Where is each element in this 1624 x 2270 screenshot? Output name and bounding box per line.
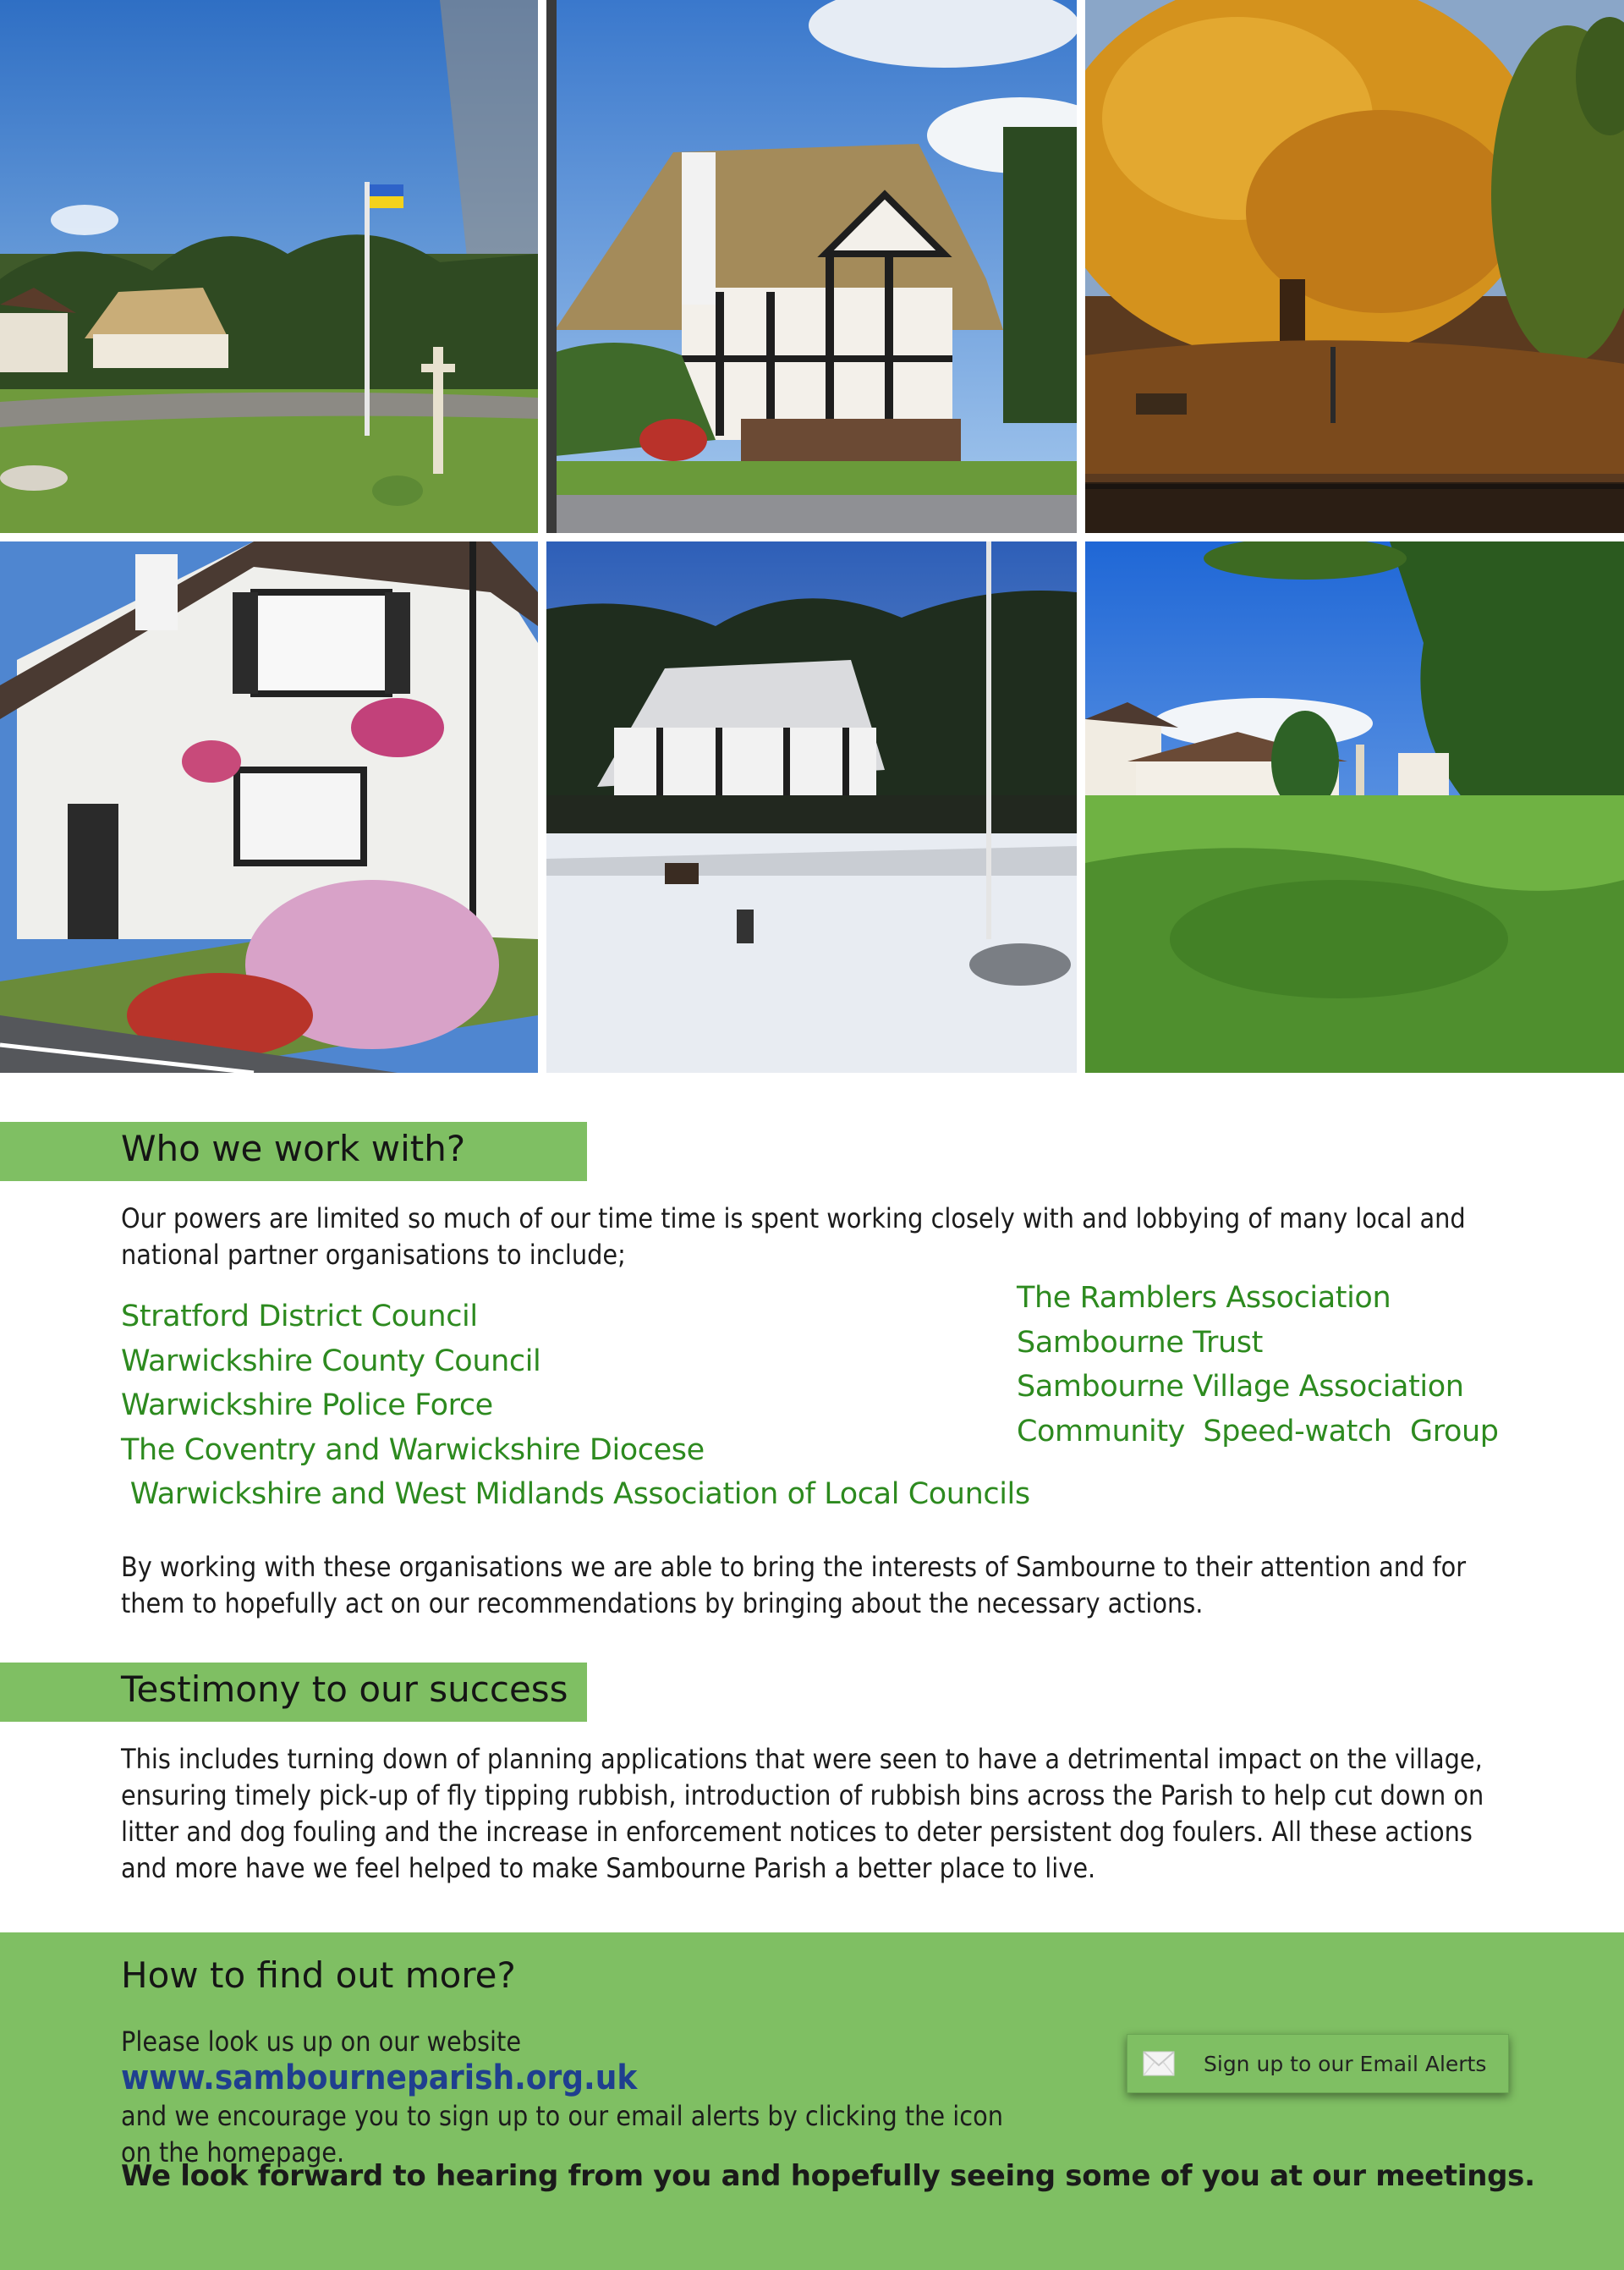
section-heading-find-out-more: How to find out more? <box>121 1954 516 1996</box>
find-out-more-text <box>121 2024 1034 2171</box>
email-alerts-text: and we encourage you to sign up to our email alerts by clicking the icon <box>121 2100 1003 2132</box>
photo-snowy-green <box>546 541 1077 1073</box>
envelope-icon <box>1143 2051 1175 2076</box>
partner-org: Warwickshire Police Force <box>121 1388 493 1422</box>
who-intro <box>121 1201 1525 1273</box>
partner-org: Warwickshire County Council <box>121 1344 541 1378</box>
website-link[interactable]: www.sambourneparish.org.uk <box>121 2058 638 2097</box>
find-out-more-panel <box>0 1932 1624 2270</box>
section-heading-testimony: Testimony to our success <box>121 1668 568 1710</box>
email-alerts-button[interactable] <box>1127 2034 1509 2093</box>
section-heading-who: Who we work with? <box>121 1128 466 1169</box>
partner-org: Warwickshire and West Midlands Association of Local Councils <box>121 1477 1030 1511</box>
partner-org: The Ramblers Association <box>1017 1281 1391 1315</box>
testimony-line1: This includes turning down of planning applications that were seen to have a detrimental impact on the village, <box>121 1743 1483 1775</box>
testimony-line4: and more have we feel helped to make Sambourne Parish a better place to live. <box>121 1852 1096 1884</box>
email-alerts-text-end: on the homepage. <box>121 2136 345 2168</box>
who-intro-line1: Our powers are limited so much of our time time is spent working closely with and lobbying of many local and <box>121 1202 1466 1234</box>
partner-org: Sambourne Trust <box>1017 1325 1263 1360</box>
photo-autumn-tree <box>1085 0 1624 533</box>
closing-line: We look forward to hearing from you and hopefully seeing some of you at our meetings. <box>121 2159 1535 2193</box>
testimony-line2: ensuring timely pick-up of fly tipping rubbish, introduction of rubbish bins across the Parish to help cut down on <box>121 1779 1484 1811</box>
photo-village-green-flag <box>0 0 538 533</box>
photo-village-pub <box>0 541 538 1073</box>
website-intro: Please look us up on our website <box>121 2025 522 2058</box>
partner-org: Stratford District Council <box>121 1300 478 1333</box>
partner-orgs-left <box>121 1294 1030 1517</box>
email-alerts-button-label: Sign up to our Email Alerts <box>1204 2051 1487 2076</box>
testimony-text <box>121 1741 1525 1887</box>
who-outro <box>121 1549 1525 1622</box>
partner-org: Community Speed-watch Group <box>1017 1414 1499 1448</box>
who-intro-line2: national partner organisations to include; <box>121 1239 626 1271</box>
partner-org: Sambourne Village Association <box>1017 1370 1464 1404</box>
photo-summer-green <box>1085 541 1624 1073</box>
partner-orgs-right <box>1017 1276 1499 1454</box>
who-outro-line1: By working with these organisations we are able to bring the interests of Sambourne to their attention and for <box>121 1551 1467 1583</box>
testimony-line3: litter and dog fouling and the increase in enforcement notices to deter persistent dog foulers. All these actions <box>121 1816 1473 1848</box>
who-outro-line2: them to hopefully act on our recommendations by bringing about the necessary actions. <box>121 1587 1204 1619</box>
photo-thatched-cottage <box>546 0 1077 533</box>
partner-org: The Coventry and Warwickshire Diocese <box>121 1432 705 1467</box>
